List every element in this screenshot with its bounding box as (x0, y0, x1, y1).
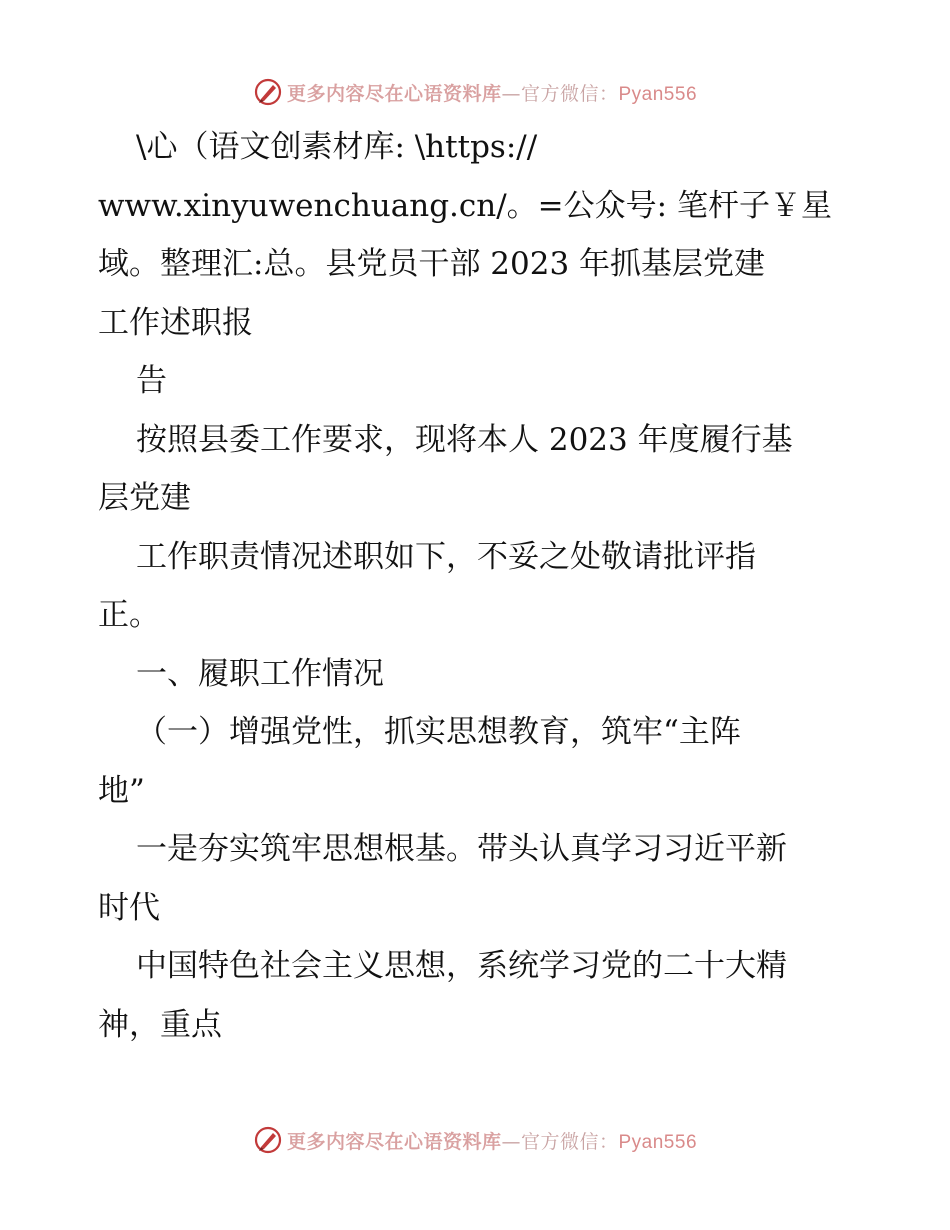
body-line: 告 (136, 363, 167, 399)
banner-text: 更多内容尽在心语资料库—官方微信：Pyan556 (286, 82, 698, 105)
body-line: 地” (98, 772, 145, 809)
body-line: 域。整理汇:总。县党员干部 2023 年抓基层党建 (98, 246, 766, 282)
pen-logo-icon (253, 1125, 283, 1155)
body-line: www.xinyuwenchuang.cn/。=公众号: 笔杆子￥星 (98, 187, 832, 224)
body-line: \心（语文创素材库: \https:// (136, 129, 538, 165)
body-line: 时代 (98, 889, 160, 926)
footer-watermark-banner (0, 1120, 950, 1160)
header-watermark-banner (0, 72, 950, 112)
section-heading: 一、履职工作情况 (136, 655, 384, 692)
banner-text: 更多内容尽在心语资料库—官方微信：Pyan556 (286, 1130, 698, 1153)
body-line: 层党建 (98, 480, 191, 516)
body-line: 工作职责情况述职如下，不妥之处敬请批评指 (136, 538, 756, 575)
body-line: 中国特色社会主义思想，系统学习党的二十大精 (136, 948, 787, 984)
body-line: 正。 (98, 597, 160, 633)
body-line: 工作述职报 (98, 304, 253, 341)
body-line: 神，重点 (98, 1006, 222, 1043)
body-line: 按照县委工作要求，现将本人 2023 年度履行基 (136, 421, 793, 458)
document-body (98, 118, 858, 1054)
pen-logo-icon (253, 77, 283, 107)
subsection-heading: （一）增强党性，抓实思想教育，筑牢“主阵 (136, 714, 741, 750)
body-line: 一是夯实筑牢思想根基。带头认真学习习近平新 (136, 831, 787, 867)
